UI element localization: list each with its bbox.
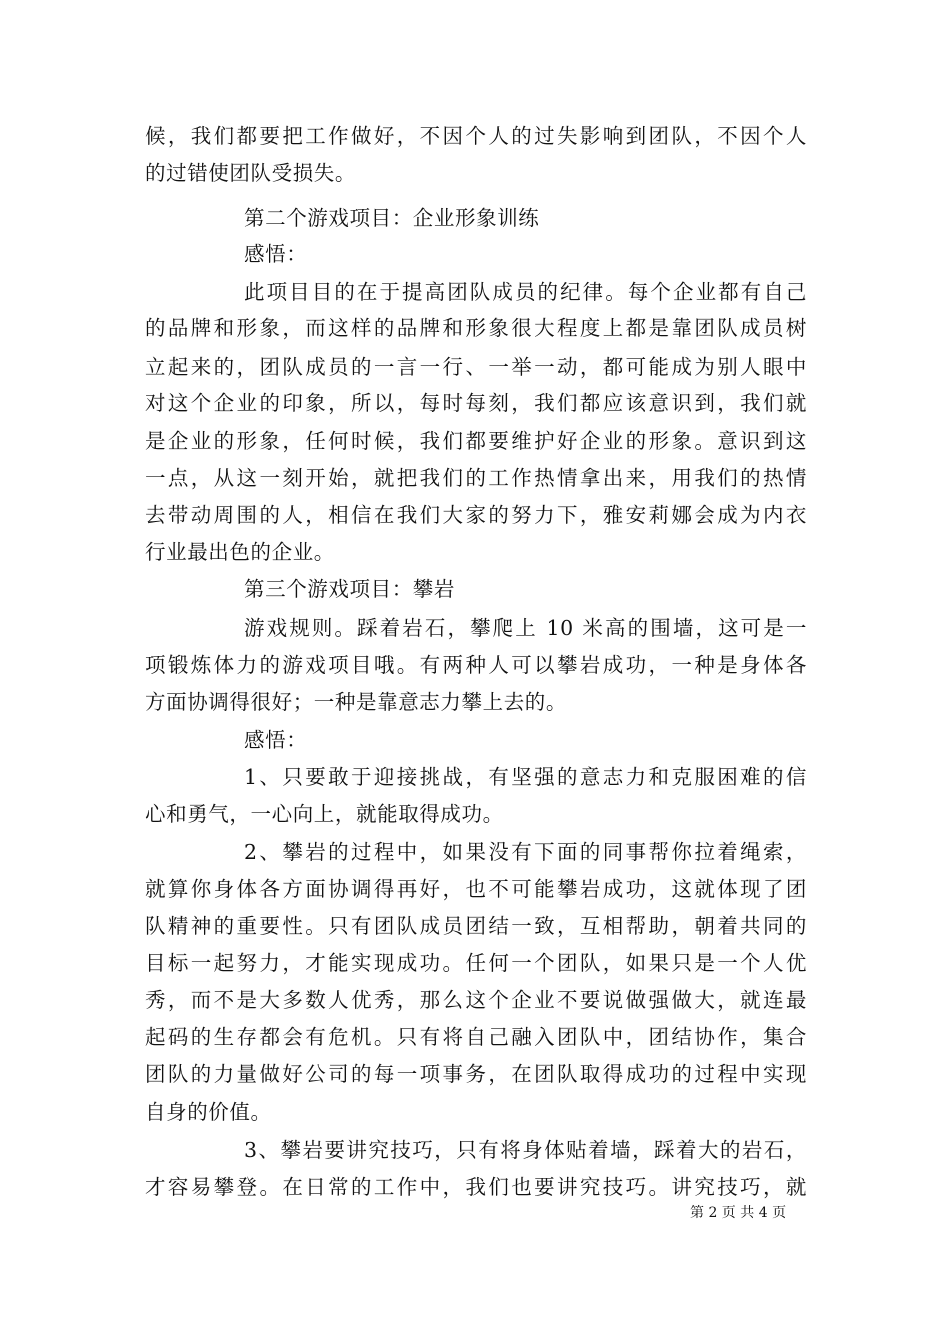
text-line: 秀，而不是大多数人优秀，那么这个企业不要说做强做大，就连最	[145, 988, 807, 1012]
text-line: 团队的力量做好公司的每一项事务，在团队取得成功的过程中实现	[145, 1062, 807, 1086]
text-line: 感悟：	[244, 728, 308, 752]
text-line: 的过错使团队受损失。	[145, 161, 356, 185]
text-line: 队精神的重要性。只有团队成员团结一致，互相帮助，朝着共同的	[145, 914, 807, 938]
text-line: 去带动周围的人，相信在我们大家的努力下，雅安莉娜会成为内衣	[145, 503, 807, 527]
text-line: 第二个游戏项目：企业形象训练	[244, 206, 540, 230]
text-line: 感悟：	[244, 242, 308, 266]
text-line: 此项目目的在于提高团队成员的纪律。每个企业都有自己	[244, 280, 807, 304]
text-line: 游戏规则。踩着岩石，攀爬上 10 米高的围墙，这可是一	[244, 616, 807, 640]
text-line: 候，我们都要把工作做好，不因个人的过失影响到团队，不因个人	[145, 124, 807, 148]
text-line: 第三个游戏项目：攀岩	[244, 577, 455, 601]
page-number-footer: 第 2 页 共 4 页	[690, 1205, 787, 1221]
text-line: 方面协调得很好；一种是靠意志力攀上去的。	[145, 690, 567, 714]
text-line: 就算你身体各方面协调得再好，也不可能攀岩成功，这就体现了团	[145, 877, 807, 901]
text-line: 1、只要敢于迎接挑战，有坚强的意志力和克服困难的信	[244, 765, 807, 789]
text-line: 一点，从这一刻开始，就把我们的工作热情拿出来，用我们的热情	[145, 466, 807, 490]
text-line: 立起来的，团队成员的一言一行、一举一动，都可能成为别人眼中	[145, 355, 807, 379]
text-line: 自身的价值。	[145, 1100, 272, 1124]
text-line: 项锻炼体力的游戏项目哦。有两种人可以攀岩成功，一种是身体各	[145, 653, 807, 677]
text-line: 的品牌和形象，而这样的品牌和形象很大程度上都是靠团队成员树	[145, 316, 807, 340]
text-line: 2、攀岩的过程中，如果没有下面的同事帮你拉着绳索，	[244, 840, 807, 864]
text-line: 3、攀岩要讲究技巧，只有将身体贴着墙，踩着大的岩石，	[244, 1138, 807, 1162]
text-line: 对这个企业的印象，所以，每时每刻，我们都应该意识到，我们就	[145, 391, 807, 415]
text-line: 目标一起努力，才能实现成功。任何一个团队，如果只是一个人优	[145, 951, 807, 975]
text-line: 起码的生存都会有危机。只有将自己融入团队中，团结协作，集合	[145, 1025, 807, 1049]
text-line: 行业最出色的企业。	[145, 540, 335, 564]
text-line: 心和勇气，一心向上，就能取得成功。	[145, 802, 504, 826]
text-line: 才容易攀登。在日常的工作中，我们也要讲究技巧。讲究技巧，就	[145, 1175, 807, 1199]
text-line: 是企业的形象，任何时候，我们都要维护好企业的形象。意识到这	[145, 429, 807, 453]
